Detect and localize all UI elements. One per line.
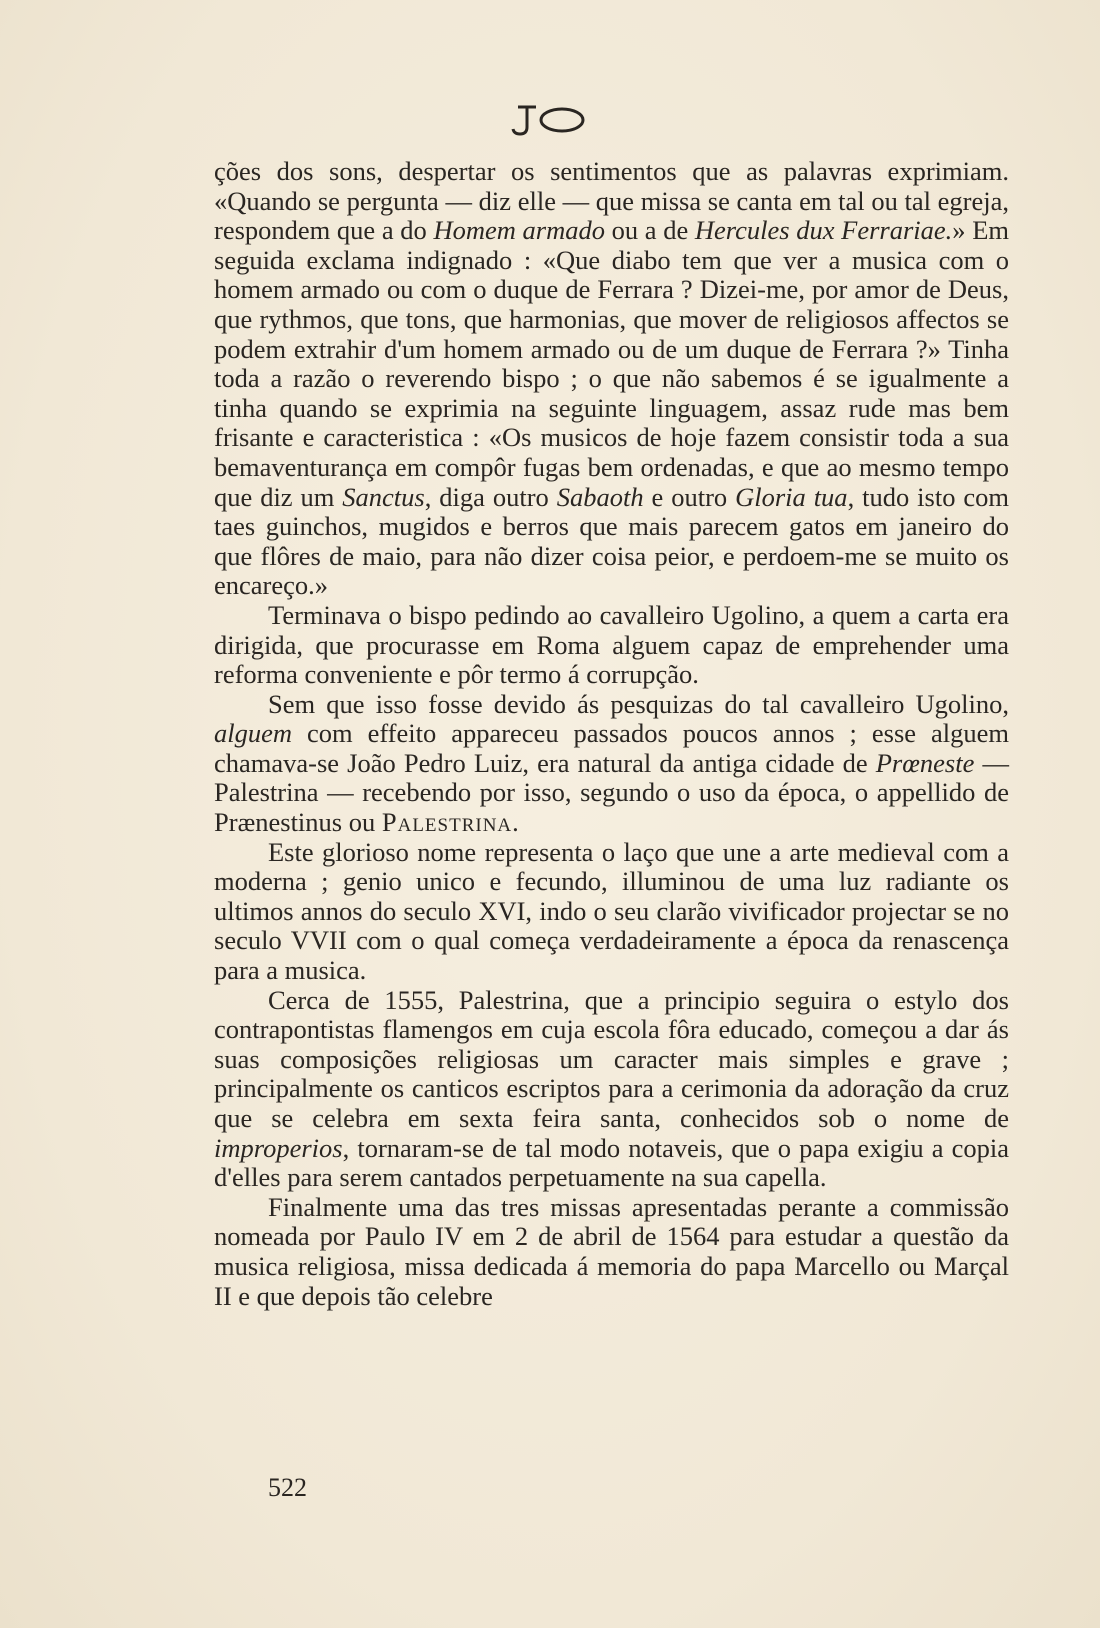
ornament-icon: [510, 103, 590, 137]
page-number: 522: [268, 1473, 307, 1502]
italic-improperios: improperios: [214, 1132, 343, 1163]
italic-gloria-tua: Gloria tua: [735, 481, 848, 512]
paragraph-6: Finalmente uma das tres missas apresentadas perante a commissão nomeada por Paulo IV em 2 de abril de 1564 para estudar a questão da musica religiosa, missa dedicada á memoria do papa Marcello ou Marçal II e que depois tão celebre: [214, 1191, 1009, 1311]
italic-sanctus: Sanctus: [342, 481, 425, 512]
paragraph-1-text-a: ções dos sons, despertar os sentimentos que as palavras exprimiam. «Quando se pergunta — diz elle — que missa se canta em tal ou tal egreja, respondem que a do: [214, 156, 1009, 246]
paragraph-3: [214, 690, 1009, 838]
paragraph-1-text-k: , tudo isto com taes guinchos, mugidos e berros que mais parecem gatos em janeiro do que flôres de maio, para não dizer coisa peior, e perdoem-me se muito os encareço.»: [214, 481, 1010, 601]
paragraph-3-text-e: — Palestrina — recebendo por isso, segundo o uso da época, o appellido de Prænestinus ou: [214, 747, 1009, 838]
paragraph-3-text-a: Sem que isso fosse devido ás pesquizas do tal cavalleiro Ugolino,: [268, 688, 1009, 719]
paragraph-3-text-g: .: [512, 807, 519, 838]
paragraph-5: [214, 986, 1009, 1193]
italic-hercules: Hercules dux Ferrariae.: [694, 215, 953, 246]
paragraph-1-text-i: e outro: [643, 481, 736, 512]
italic-alguem: alguem: [214, 718, 293, 749]
header-ornament: [0, 103, 1100, 141]
paragraph-4: Este glorioso nome representa o laço que une a arte medieval com a moderna ; genio unico e fecundo, illuminou de uma luz radiante os ultimos annos do seculo XVI, indo o seu clarão vivificador projectar se no seculo VVII com o qual começa verdadeiramente a época da renascença para a musica.: [214, 836, 1009, 986]
paragraph-5-text-a: Cerca de 1555, Palestrina, que a principio seguira o estylo dos contrapontistas flamengos em cuja escola fôra educado, começou a dar ás suas composições religiosas um caracter mais simples e grave ; principalmente os canticos escriptos para a cerimonia da adoração da cruz que se celebra em sexta feira santa, conhecidos sob o nome de: [214, 984, 1009, 1133]
body-text: [214, 157, 1009, 1311]
paragraph-5-text-c: , tornaram-se de tal modo notaveis, que o papa exigiu a copia d'elles para serem cantados perpetuamente na sua capella.: [214, 1132, 1009, 1193]
paragraph-1-text-e: » Em seguida exclama indignado : «Que diabo tem que ver a musica com o homem armado ou com o duque de Ferrara ? Dizei-me, por amor de Deus, que rythmos, que tons, que harmonias, que mover de religiosos affectos se podem extrahir d'um homem armado ou de um duque de Ferrara ?» Tinha toda a razão o reverendo bispo ; o que não sabemos é se igualmente a tinha quando se exprimia na seguinte linguagem, assaz rude mas bem frisante e caracteristica : «Os musicos de hoje fazem consistir toda a sua bemaventurança em compôr fugas bem ordenadas, e que ao mesmo tempo que diz um: [214, 215, 1010, 512]
paragraph-2: Terminava o bispo pedindo ao cavalleiro Ugolino, a quem a carta era dirigida, que procurasse em Roma alguem capaz de emprehender uma reforma conveniente e pôr termo á corrupção.: [214, 599, 1009, 690]
paragraph-1: [214, 157, 1009, 601]
italic-praeneste: Prœneste: [875, 747, 975, 778]
smallcaps-palestrina: Palestrina: [381, 807, 513, 838]
paragraph-1-text-c: ou a de: [604, 215, 695, 246]
italic-sabaoth: Sabaoth: [556, 481, 644, 512]
paragraph-1-text-g: , diga outro: [424, 481, 557, 512]
italic-homem-armado: Homem armado: [433, 215, 605, 246]
paragraph-3-text-c: com effeito appareceu passados poucos annos ; esse alguem chamava-se João Pedro Luiz, era natural da antiga cidade de: [214, 718, 1009, 778]
